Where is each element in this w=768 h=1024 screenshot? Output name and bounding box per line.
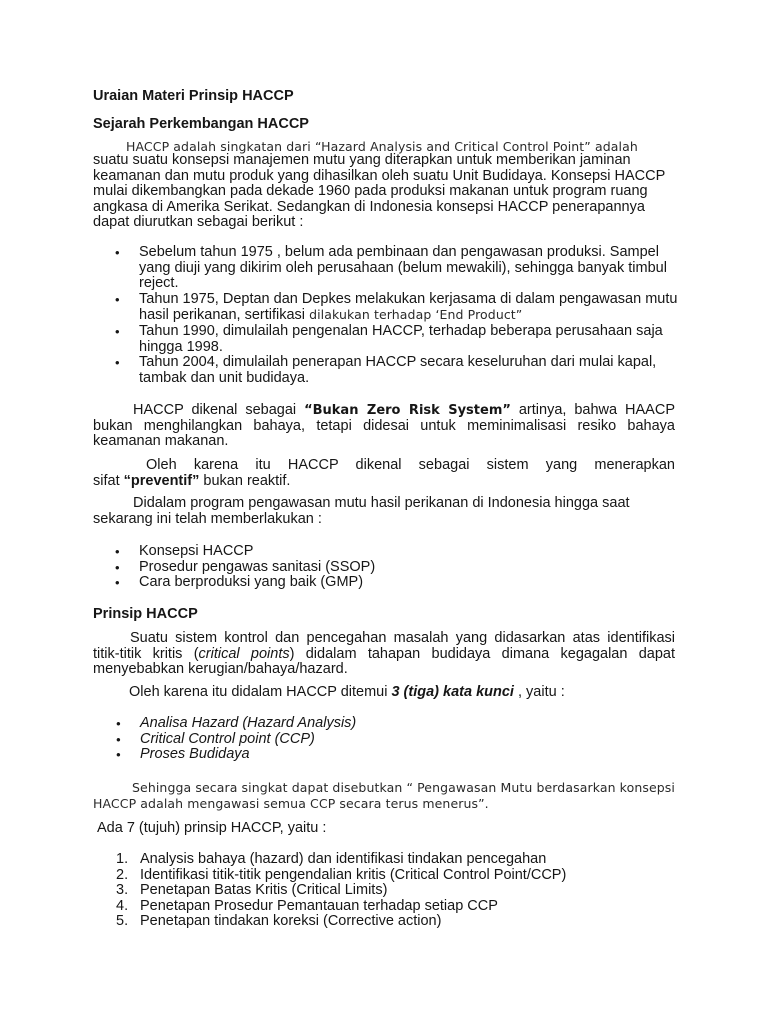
document-title: Uraian Materi Prinsip HACCP: [93, 88, 294, 104]
timeline-item: • Tahun 1975, Deptan dan Depkes melakukan kerjasama di dalam pengawasan mutu hasil perikanan, sertifikasi dilakukan terhadap ‘End Product”: [139, 292, 679, 324]
zero-risk-paragraph: HACCP dikenal sebagai “Bukan Zero Risk System” artinya, bahwa HAACP bukan menghilangkan bahaya, tetapi didesai untuk meminimalisasi resiko bahaya keamanan makanan.: [93, 402, 675, 450]
list-item: 2. Identifikasi titik-titik pengendalian kritis (Critical Control Point/CCP): [116, 866, 567, 883]
list-item: • Konsepsi HACCP: [139, 544, 659, 560]
list-item: • Cara berproduksi yang baik (GMP): [139, 575, 659, 591]
tujuh-prinsip-intro: Ada 7 (tujuh) prinsip HACCP, yaitu :: [97, 820, 327, 836]
list-item: • Critical Control point (CCP): [140, 732, 540, 748]
summary-paragraph: Sehingga secara singkat dapat disebutkan “ Pengawasan Mutu berdasarkan konsepsi HACCP adalah mengawasi semua CCP secara terus menerus”.: [93, 780, 675, 811]
prinsip-paragraph: Suatu sistem kontrol dan pencegahan masalah yang didasarkan atas identifikasi titik-titik kritis (critical points) didalam tahapan budidaya dimana kegagalan dapat menyebabkan kerugian/bahaya/hazard.: [93, 630, 676, 678]
timeline-item: • Sebelum tahun 1975 , belum ada pembinaan dan pengawasan produksi. Sampel yang diuji yang dikirim oleh perusahaan (belum mewakili), sehingga banyak timbul reject.: [139, 245, 679, 292]
sejarah-intro-line1: HACCP adalah singkatan dari “Hazard Analysis and Critical Control Point” adalah: [126, 139, 638, 154]
kata-kunci-list: [140, 716, 540, 763]
list-item: 5. Penetapan tindakan koreksi (Corrective action): [116, 913, 442, 930]
list-item: 3. Penetapan Batas Kritis (Critical Limits): [116, 882, 388, 899]
list-item: • Prosedur pengawas sanitasi (SSOP): [139, 560, 659, 576]
section-heading-sejarah: Sejarah Perkembangan HACCP: [93, 116, 309, 132]
list-item: 1. Analysis bahaya (hazard) dan identifikasi tindakan pencegahan: [116, 851, 547, 867]
list-item: • Analisa Hazard (Hazard Analysis): [140, 716, 540, 732]
timeline-item: • Tahun 1990, dimulailah pengenalan HACCP, terhadap beberapa perusahaan saja hingga 1998.: [139, 324, 679, 355]
timeline-item: • Tahun 2004, dimulailah penerapan HACCP secara keseluruhan dari mulai kapal, tambak dan unit budidaya.: [139, 355, 679, 386]
program-paragraph: Didalam program pengawasan mutu hasil perikanan di Indonesia hingga saat sekarang ini telah memberlakukan :: [93, 495, 630, 527]
program-list: [139, 544, 659, 591]
section-heading-prinsip: Prinsip HACCP: [93, 606, 198, 622]
list-item: 4. Penetapan Prosedur Pemantauan terhadap setiap CCP: [116, 897, 498, 914]
tujuh-prinsip-list: [116, 851, 660, 930]
kata-kunci-intro: Oleh karena itu didalam HACCP ditemui 3 (tiga) kata kunci , yaitu :: [129, 684, 565, 700]
timeline-list: [139, 245, 679, 386]
list-item: • Proses Budidaya: [140, 747, 540, 763]
sejarah-intro-paragraph: suatu suatu konsepsi manajemen mutu yang diterapkan untuk memberikan jaminan keamanan dan mutu produk yang dihasilkan oleh suatu Unit Budidaya. Konsepsi HACCP mulai dikembangkan pada dekade 1960 pada produksi makanan untuk program ruang angkasa di Amerika Serikat. Sedangkan di Indonesia konsepsi HACCP penerapannya dapat diurutkan sebagai berikut :: [93, 152, 666, 231]
preventif-paragraph: Oleh karena itu HACCP dikenal sebagai sistem yang menerapkan sifat “preventif” bukan reaktif.: [93, 457, 675, 489]
